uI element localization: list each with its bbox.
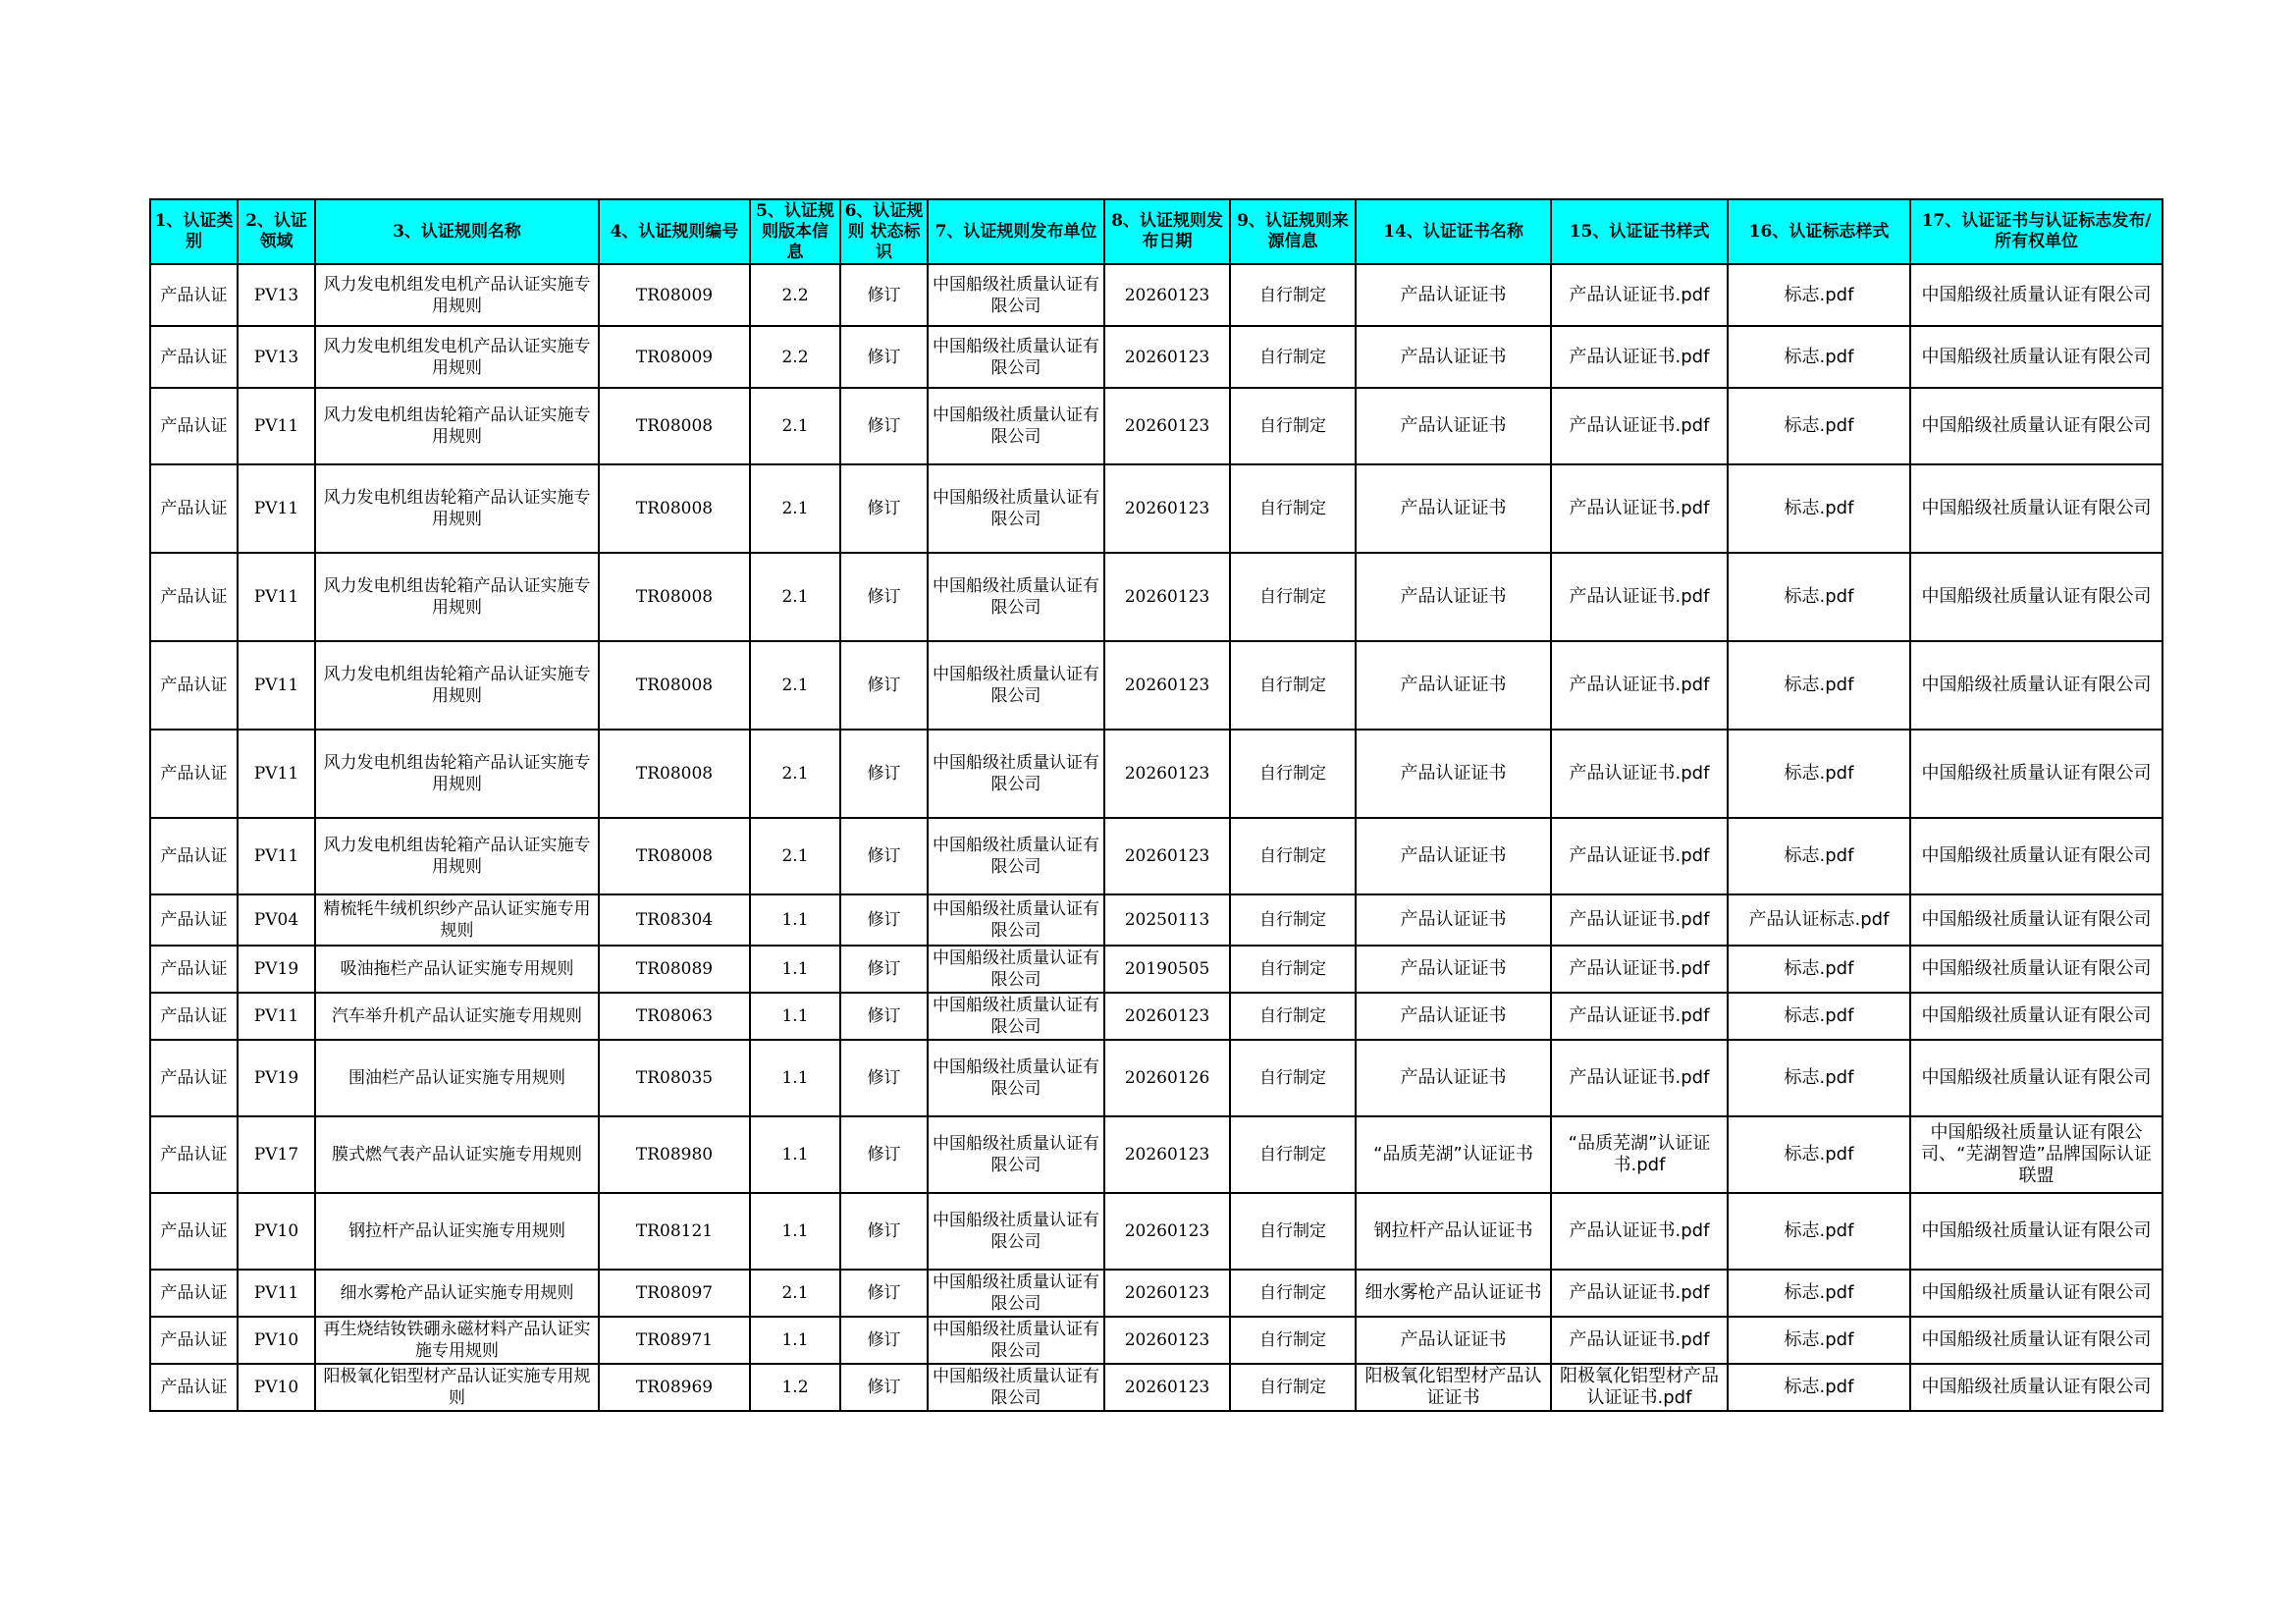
cell-rule-name: 细水雾枪产品认证实施专用规则 — [315, 1270, 599, 1317]
table-row — [150, 1317, 2163, 1364]
cell-version: 1.2 — [750, 1364, 840, 1411]
cell-cert-name: 产品认证证书 — [1356, 326, 1551, 388]
cell-source: 自行制定 — [1230, 818, 1356, 894]
cell-owner: 中国船级社质量认证有限公司 — [1910, 730, 2163, 818]
cell-field: PV11 — [238, 641, 315, 730]
cell-publisher: 中国船级社质量认证有限公司 — [928, 1270, 1104, 1317]
cell-source: 自行制定 — [1230, 553, 1356, 641]
cell-cert-name: 产品认证证书 — [1356, 1040, 1551, 1116]
cell-cert-name: 产品认证证书 — [1356, 946, 1551, 993]
cell-status: 修订 — [840, 264, 928, 326]
cell-category: 产品认证 — [150, 1193, 238, 1270]
cell-version: 1.1 — [750, 894, 840, 946]
cell-mark-style: 标志.pdf — [1728, 641, 1910, 730]
cell-rule-number: TR08035 — [599, 1040, 750, 1116]
cell-publish-date: 20260123 — [1104, 264, 1230, 326]
cell-publisher: 中国船级社质量认证有限公司 — [928, 264, 1104, 326]
cell-version: 2.1 — [750, 818, 840, 894]
table-row — [150, 641, 2163, 730]
cell-owner: 中国船级社质量认证有限公司 — [1910, 818, 2163, 894]
cell-publish-date: 20260123 — [1104, 730, 1230, 818]
cell-rule-number: TR08009 — [599, 326, 750, 388]
cell-source: 自行制定 — [1230, 1317, 1356, 1364]
cell-version: 2.1 — [750, 388, 840, 464]
cell-rule-number: TR08008 — [599, 464, 750, 553]
cell-version: 2.2 — [750, 264, 840, 326]
cell-publisher: 中国船级社质量认证有限公司 — [928, 993, 1104, 1040]
cell-rule-name: 风力发电机组齿轮箱产品认证实施专用规则 — [315, 641, 599, 730]
cell-source: 自行制定 — [1230, 1270, 1356, 1317]
cell-cert-style: “品质芜湖”认证证书.pdf — [1551, 1116, 1728, 1193]
cell-publish-date: 20260123 — [1104, 1116, 1230, 1193]
cell-status: 修订 — [840, 730, 928, 818]
header-rule-name: 3、认证规则名称 — [315, 199, 599, 264]
header-mark-style: 16、认证标志样式 — [1728, 199, 1910, 264]
cell-source: 自行制定 — [1230, 1116, 1356, 1193]
cell-version: 1.1 — [750, 1317, 840, 1364]
cell-category: 产品认证 — [150, 1040, 238, 1116]
cell-field: PV10 — [238, 1364, 315, 1411]
header-publish-date: 8、认证规则发布日期 — [1104, 199, 1230, 264]
cell-rule-name: 风力发电机组齿轮箱产品认证实施专用规则 — [315, 553, 599, 641]
cell-category: 产品认证 — [150, 264, 238, 326]
cell-cert-name: 产品认证证书 — [1356, 730, 1551, 818]
cell-version: 1.1 — [750, 1193, 840, 1270]
cell-mark-style: 标志.pdf — [1728, 946, 1910, 993]
cell-cert-style: 产品认证证书.pdf — [1551, 730, 1728, 818]
cell-rule-name: 围油栏产品认证实施专用规则 — [315, 1040, 599, 1116]
header-cert-style: 15、认证证书样式 — [1551, 199, 1728, 264]
cell-category: 产品认证 — [150, 946, 238, 993]
cell-publish-date: 20250113 — [1104, 894, 1230, 946]
cell-field: PV11 — [238, 818, 315, 894]
table-header-row — [150, 199, 2163, 264]
cell-version: 1.1 — [750, 1040, 840, 1116]
cell-category: 产品认证 — [150, 1364, 238, 1411]
cell-source: 自行制定 — [1230, 1364, 1356, 1411]
cell-status: 修订 — [840, 464, 928, 553]
cell-version: 1.1 — [750, 1116, 840, 1193]
header-field: 2、认证领域 — [238, 199, 315, 264]
cell-publish-date: 20260123 — [1104, 818, 1230, 894]
cell-cert-style: 产品认证证书.pdf — [1551, 641, 1728, 730]
cell-cert-name: 产品认证证书 — [1356, 641, 1551, 730]
cell-owner: 中国船级社质量认证有限公司 — [1910, 1193, 2163, 1270]
table-row — [150, 730, 2163, 818]
cell-publisher: 中国船级社质量认证有限公司 — [928, 946, 1104, 993]
cell-owner: 中国船级社质量认证有限公司 — [1910, 1040, 2163, 1116]
cell-field: PV13 — [238, 264, 315, 326]
cell-publisher: 中国船级社质量认证有限公司 — [928, 818, 1104, 894]
cell-cert-style: 产品认证证书.pdf — [1551, 1317, 1728, 1364]
cell-version: 2.1 — [750, 730, 840, 818]
cell-version: 2.1 — [750, 553, 840, 641]
cell-source: 自行制定 — [1230, 1040, 1356, 1116]
cell-owner: 中国船级社质量认证有限公司、“芜湖智造”品牌国际认证联盟 — [1910, 1116, 2163, 1193]
cell-cert-name: 阳极氧化铝型材产品认证证书 — [1356, 1364, 1551, 1411]
cell-cert-style: 阳极氧化铝型材产品认证证书.pdf — [1551, 1364, 1728, 1411]
cell-category: 产品认证 — [150, 641, 238, 730]
cell-publish-date: 20260123 — [1104, 1317, 1230, 1364]
cell-rule-name: 风力发电机组齿轮箱产品认证实施专用规则 — [315, 464, 599, 553]
cell-mark-style: 标志.pdf — [1728, 730, 1910, 818]
cell-field: PV11 — [238, 1270, 315, 1317]
cell-status: 修订 — [840, 1364, 928, 1411]
cell-category: 产品认证 — [150, 1270, 238, 1317]
cell-mark-style: 标志.pdf — [1728, 818, 1910, 894]
cell-rule-number: TR08008 — [599, 818, 750, 894]
header-category: 1、认证类别 — [150, 199, 238, 264]
cell-field: PV13 — [238, 326, 315, 388]
document-page — [149, 198, 2163, 1412]
cell-rule-number: TR08008 — [599, 641, 750, 730]
cell-field: PV10 — [238, 1317, 315, 1364]
cell-version: 1.1 — [750, 946, 840, 993]
cell-field: PV10 — [238, 1193, 315, 1270]
cell-field: PV11 — [238, 730, 315, 818]
cell-publisher: 中国船级社质量认证有限公司 — [928, 730, 1104, 818]
cell-rule-name: 阳极氧化铝型材产品认证实施专用规则 — [315, 1364, 599, 1411]
cell-mark-style: 标志.pdf — [1728, 993, 1910, 1040]
table-row — [150, 1364, 2163, 1411]
cell-source: 自行制定 — [1230, 730, 1356, 818]
cell-owner: 中国船级社质量认证有限公司 — [1910, 946, 2163, 993]
cell-publish-date: 20260126 — [1104, 1040, 1230, 1116]
cell-status: 修订 — [840, 1270, 928, 1317]
cell-status: 修订 — [840, 553, 928, 641]
cell-rule-name: 再生烧结钕铁硼永磁材料产品认证实施专用规则 — [315, 1317, 599, 1364]
cell-field: PV19 — [238, 1040, 315, 1116]
cell-source: 自行制定 — [1230, 641, 1356, 730]
cell-publish-date: 20260123 — [1104, 1364, 1230, 1411]
cell-publisher: 中国船级社质量认证有限公司 — [928, 553, 1104, 641]
header-source: 9、认证规则来源信息 — [1230, 199, 1356, 264]
cell-source: 自行制定 — [1230, 946, 1356, 993]
cell-cert-name: 产品认证证书 — [1356, 388, 1551, 464]
cell-cert-style: 产品认证证书.pdf — [1551, 464, 1728, 553]
cell-owner: 中国船级社质量认证有限公司 — [1910, 464, 2163, 553]
cell-owner: 中国船级社质量认证有限公司 — [1910, 641, 2163, 730]
cell-rule-number: TR08089 — [599, 946, 750, 993]
cell-status: 修订 — [840, 388, 928, 464]
cell-field: PV04 — [238, 894, 315, 946]
cell-publish-date: 20260123 — [1104, 993, 1230, 1040]
cell-rule-name: 风力发电机组齿轮箱产品认证实施专用规则 — [315, 818, 599, 894]
cell-version: 1.1 — [750, 993, 840, 1040]
cell-status: 修订 — [840, 894, 928, 946]
cell-rule-number: TR08008 — [599, 553, 750, 641]
header-rule-number: 4、认证规则编号 — [599, 199, 750, 264]
cell-mark-style: 标志.pdf — [1728, 464, 1910, 553]
cell-rule-number: TR08121 — [599, 1193, 750, 1270]
cell-rule-name: 风力发电机组发电机产品认证实施专用规则 — [315, 326, 599, 388]
cell-rule-number: TR08008 — [599, 730, 750, 818]
cell-cert-name: 钢拉杆产品认证证书 — [1356, 1193, 1551, 1270]
cell-mark-style: 标志.pdf — [1728, 388, 1910, 464]
cell-cert-style: 产品认证证书.pdf — [1551, 326, 1728, 388]
cell-rule-name: 钢拉杆产品认证实施专用规则 — [315, 1193, 599, 1270]
cell-cert-name: 产品认证证书 — [1356, 1317, 1551, 1364]
cell-cert-style: 产品认证证书.pdf — [1551, 946, 1728, 993]
cell-cert-name: 产品认证证书 — [1356, 894, 1551, 946]
cell-category: 产品认证 — [150, 730, 238, 818]
cell-category: 产品认证 — [150, 464, 238, 553]
table-row — [150, 1116, 2163, 1193]
cell-cert-style: 产品认证证书.pdf — [1551, 818, 1728, 894]
cell-publisher: 中国船级社质量认证有限公司 — [928, 1116, 1104, 1193]
cell-version: 2.2 — [750, 326, 840, 388]
cell-rule-number: TR08969 — [599, 1364, 750, 1411]
certification-rules-table — [149, 198, 2163, 1412]
cell-mark-style: 标志.pdf — [1728, 1040, 1910, 1116]
cell-publisher: 中国船级社质量认证有限公司 — [928, 894, 1104, 946]
cell-cert-style: 产品认证证书.pdf — [1551, 1270, 1728, 1317]
cell-source: 自行制定 — [1230, 326, 1356, 388]
cell-cert-style: 产品认证证书.pdf — [1551, 553, 1728, 641]
cell-source: 自行制定 — [1230, 1193, 1356, 1270]
cell-cert-style: 产品认证证书.pdf — [1551, 1193, 1728, 1270]
cell-cert-name: 产品认证证书 — [1356, 993, 1551, 1040]
cell-publisher: 中国船级社质量认证有限公司 — [928, 1364, 1104, 1411]
cell-field: PV11 — [238, 553, 315, 641]
cell-status: 修订 — [840, 818, 928, 894]
cell-source: 自行制定 — [1230, 464, 1356, 553]
cell-mark-style: 标志.pdf — [1728, 1364, 1910, 1411]
table-row — [150, 326, 2163, 388]
cell-category: 产品认证 — [150, 388, 238, 464]
cell-publisher: 中国船级社质量认证有限公司 — [928, 1040, 1104, 1116]
cell-source: 自行制定 — [1230, 894, 1356, 946]
cell-category: 产品认证 — [150, 1317, 238, 1364]
table-row — [150, 993, 2163, 1040]
table-row — [150, 264, 2163, 326]
cell-mark-style: 标志.pdf — [1728, 326, 1910, 388]
cell-field: PV11 — [238, 993, 315, 1040]
cell-rule-name: 风力发电机组齿轮箱产品认证实施专用规则 — [315, 388, 599, 464]
header-version: 5、认证规则版本信息 — [750, 199, 840, 264]
cell-version: 2.1 — [750, 641, 840, 730]
cell-mark-style: 标志.pdf — [1728, 553, 1910, 641]
table-row — [150, 1270, 2163, 1317]
cell-mark-style: 标志.pdf — [1728, 264, 1910, 326]
cell-rule-number: TR08009 — [599, 264, 750, 326]
cell-cert-style: 产品认证证书.pdf — [1551, 894, 1728, 946]
cell-owner: 中国船级社质量认证有限公司 — [1910, 993, 2163, 1040]
cell-publish-date: 20260123 — [1104, 553, 1230, 641]
cell-cert-name: 产品认证证书 — [1356, 553, 1551, 641]
cell-owner: 中国船级社质量认证有限公司 — [1910, 894, 2163, 946]
cell-status: 修订 — [840, 1116, 928, 1193]
cell-cert-name: 产品认证证书 — [1356, 264, 1551, 326]
cell-mark-style: 产品认证标志.pdf — [1728, 894, 1910, 946]
cell-owner: 中国船级社质量认证有限公司 — [1910, 326, 2163, 388]
table-row — [150, 1040, 2163, 1116]
cell-source: 自行制定 — [1230, 388, 1356, 464]
cell-version: 2.1 — [750, 1270, 840, 1317]
table-row — [150, 553, 2163, 641]
header-cert-name: 14、认证证书名称 — [1356, 199, 1551, 264]
cell-field: PV11 — [238, 464, 315, 553]
cell-rule-name: 精梳牦牛绒机织纱产品认证实施专用规则 — [315, 894, 599, 946]
cell-status: 修订 — [840, 641, 928, 730]
cell-cert-name: 产品认证证书 — [1356, 818, 1551, 894]
cell-version: 2.1 — [750, 464, 840, 553]
cell-field: PV17 — [238, 1116, 315, 1193]
cell-mark-style: 标志.pdf — [1728, 1116, 1910, 1193]
cell-cert-style: 产品认证证书.pdf — [1551, 388, 1728, 464]
cell-category: 产品认证 — [150, 553, 238, 641]
cell-mark-style: 标志.pdf — [1728, 1193, 1910, 1270]
cell-publish-date: 20260123 — [1104, 388, 1230, 464]
cell-rule-name: 风力发电机组发电机产品认证实施专用规则 — [315, 264, 599, 326]
cell-cert-name: 细水雾枪产品认证证书 — [1356, 1270, 1551, 1317]
cell-category: 产品认证 — [150, 1116, 238, 1193]
cell-owner: 中国船级社质量认证有限公司 — [1910, 264, 2163, 326]
cell-cert-name: “品质芜湖”认证证书 — [1356, 1116, 1551, 1193]
cell-mark-style: 标志.pdf — [1728, 1317, 1910, 1364]
cell-rule-number: TR08097 — [599, 1270, 750, 1317]
cell-mark-style: 标志.pdf — [1728, 1270, 1910, 1317]
cell-publisher: 中国船级社质量认证有限公司 — [928, 464, 1104, 553]
cell-status: 修订 — [840, 326, 928, 388]
cell-rule-number: TR08008 — [599, 388, 750, 464]
cell-publisher: 中国船级社质量认证有限公司 — [928, 641, 1104, 730]
cell-publish-date: 20260123 — [1104, 464, 1230, 553]
header-publisher: 7、认证规则发布单位 — [928, 199, 1104, 264]
table-row — [150, 464, 2163, 553]
cell-category: 产品认证 — [150, 993, 238, 1040]
cell-cert-style: 产品认证证书.pdf — [1551, 1040, 1728, 1116]
cell-status: 修订 — [840, 946, 928, 993]
header-status: 6、认证规则 状态标识 — [840, 199, 928, 264]
cell-cert-name: 产品认证证书 — [1356, 464, 1551, 553]
cell-rule-name: 吸油拖栏产品认证实施专用规则 — [315, 946, 599, 993]
header-owner: 17、认证证书与认证标志发布/所有权单位 — [1910, 199, 2163, 264]
table-row — [150, 1193, 2163, 1270]
cell-rule-number: TR08980 — [599, 1116, 750, 1193]
cell-rule-name: 膜式燃气表产品认证实施专用规则 — [315, 1116, 599, 1193]
table-row — [150, 818, 2163, 894]
cell-owner: 中国船级社质量认证有限公司 — [1910, 388, 2163, 464]
cell-publisher: 中国船级社质量认证有限公司 — [928, 326, 1104, 388]
cell-publisher: 中国船级社质量认证有限公司 — [928, 1317, 1104, 1364]
cell-source: 自行制定 — [1230, 264, 1356, 326]
cell-status: 修订 — [840, 1317, 928, 1364]
cell-owner: 中国船级社质量认证有限公司 — [1910, 1270, 2163, 1317]
cell-publish-date: 20260123 — [1104, 326, 1230, 388]
cell-owner: 中国船级社质量认证有限公司 — [1910, 1317, 2163, 1364]
cell-owner: 中国船级社质量认证有限公司 — [1910, 553, 2163, 641]
cell-rule-number: TR08971 — [599, 1317, 750, 1364]
cell-category: 产品认证 — [150, 326, 238, 388]
cell-cert-style: 产品认证证书.pdf — [1551, 993, 1728, 1040]
cell-status: 修订 — [840, 993, 928, 1040]
cell-publish-date: 20260123 — [1104, 641, 1230, 730]
cell-rule-name: 风力发电机组齿轮箱产品认证实施专用规则 — [315, 730, 599, 818]
cell-publisher: 中国船级社质量认证有限公司 — [928, 388, 1104, 464]
cell-category: 产品认证 — [150, 894, 238, 946]
cell-field: PV19 — [238, 946, 315, 993]
cell-status: 修订 — [840, 1040, 928, 1116]
cell-rule-number: TR08063 — [599, 993, 750, 1040]
cell-owner: 中国船级社质量认证有限公司 — [1910, 1364, 2163, 1411]
cell-field: PV11 — [238, 388, 315, 464]
cell-publisher: 中国船级社质量认证有限公司 — [928, 1193, 1104, 1270]
cell-cert-style: 产品认证证书.pdf — [1551, 264, 1728, 326]
cell-publish-date: 20260123 — [1104, 1193, 1230, 1270]
cell-category: 产品认证 — [150, 818, 238, 894]
cell-source: 自行制定 — [1230, 993, 1356, 1040]
cell-status: 修订 — [840, 1193, 928, 1270]
cell-rule-name: 汽车举升机产品认证实施专用规则 — [315, 993, 599, 1040]
table-row — [150, 894, 2163, 946]
cell-rule-number: TR08304 — [599, 894, 750, 946]
table-row — [150, 388, 2163, 464]
cell-publish-date: 20190505 — [1104, 946, 1230, 993]
cell-publish-date: 20260123 — [1104, 1270, 1230, 1317]
table-row — [150, 946, 2163, 993]
